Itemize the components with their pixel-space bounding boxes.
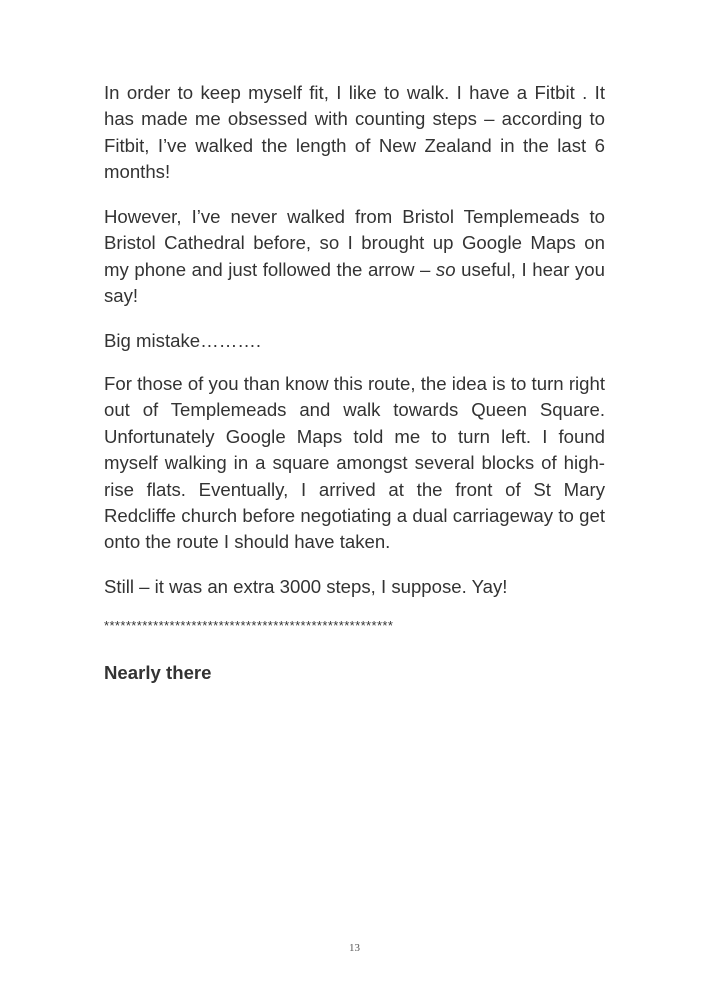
paragraph-route: For those of you than know this route, the idea is to turn right out of Templemeads and walk towards Queen Square. Unfortunately Google Maps told me to turn left. I found myself walking in a square amongst several blocks of high-rise flats. Eventually, I arrived at the front of St Mary Redcliffe church before negotiating a dual carriageway to get onto the route I should have taken. bbox=[104, 373, 605, 553]
paragraph-extra-steps: Still – it was an extra 3000 steps, I suppose. Yay! bbox=[104, 576, 508, 597]
paragraph-fitbit: In order to keep myself fit, I like to walk. I have a Fitbit . It has made me obsessed with counting steps – according to Fitbit, I’ve walked the length of New Zealand in the last 6 months! bbox=[104, 82, 605, 183]
page-number: 13 bbox=[349, 942, 360, 954]
section-separator: ***************************************************** bbox=[104, 618, 394, 633]
paragraph-google-maps bbox=[104, 204, 605, 310]
emphasis-so: so bbox=[435, 258, 456, 280]
paragraph-google-maps-text: However, I’ve never walked from Bristol Templemeads to Bristol Cathedral before, so I brought up Google Maps on my phone and just followed the arrow – bbox=[104, 206, 605, 280]
paragraph-google-maps-text-end: useful, I hear you say! bbox=[104, 258, 605, 307]
section-heading: Nearly there bbox=[104, 662, 212, 683]
paragraph-big-mistake: Big mistake………. bbox=[104, 330, 262, 351]
